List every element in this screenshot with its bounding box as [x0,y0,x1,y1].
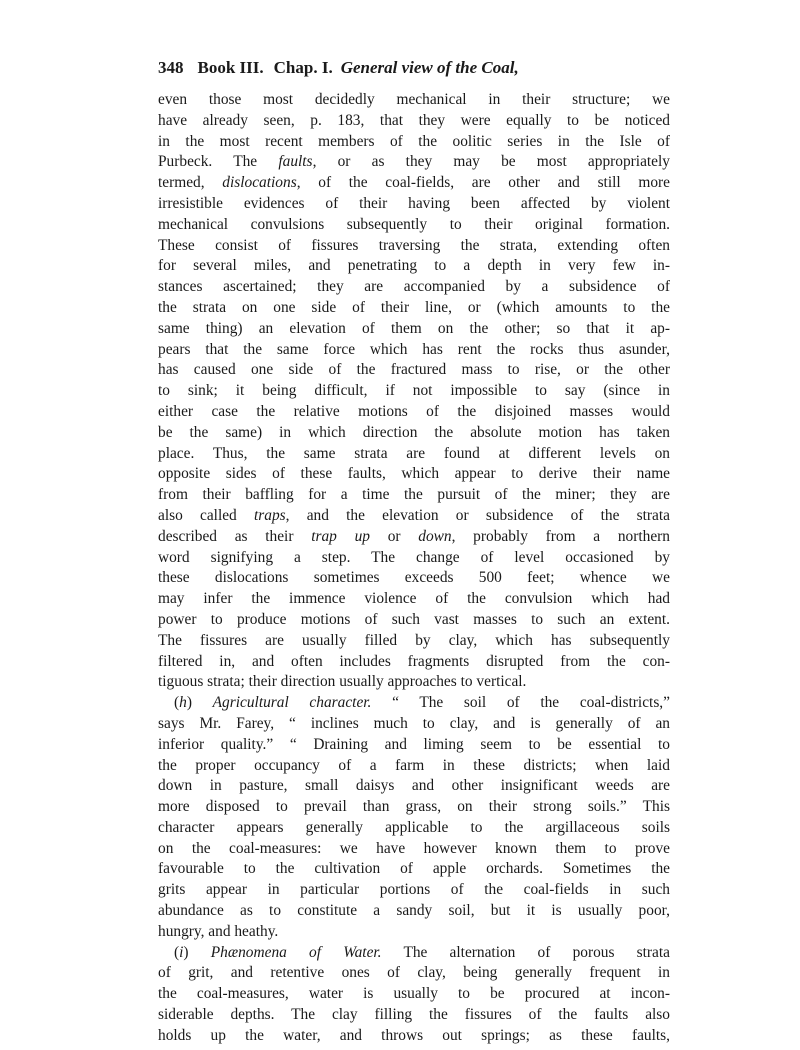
body-text [158,90,670,1047]
page-number: 348 [158,58,184,77]
italic-text: Phænomena of Water. [210,943,382,961]
text-line [158,236,670,257]
text-segment: , probably from a northern [451,527,670,545]
text-segment: ( [174,694,180,712]
text-segment: word signifying a step. The change of level occasioned by [158,548,670,566]
text-segment: the proper occupancy of a farm in these districts; when laid [158,756,670,774]
text-line [158,111,670,132]
text-line [158,173,670,194]
text-segment: favourable to the cultivation of apple orchards. Sometimes the [158,860,670,878]
text-segment: also called [158,506,254,524]
text-segment: , of the coal-fields, are other and still more [296,174,670,192]
text-line [158,901,670,922]
text-segment: even those most decidedly mechanical in their structure; we [158,91,670,108]
text-segment: more disposed to prevail than grass, on their strong soils.” This [158,798,670,816]
text-line [158,839,670,860]
text-segment: stances ascertained; they are accompanied by a subsidence of [158,278,670,296]
text-line [158,506,670,527]
text-line [158,423,670,444]
text-segment: the coal-measures, water is usually to be procured at incon- [158,985,670,1003]
book-page [158,58,670,1047]
text-line [158,132,670,153]
text-segment: has caused one side of the fractured mass to rise, or the other [158,361,670,379]
text-line [158,568,670,589]
text-segment: , or as they may be most appropriately [312,153,670,171]
text-segment: termed, [158,174,223,192]
text-line [158,797,670,818]
text-segment: described as their [158,527,312,545]
text-line [158,714,670,735]
italic-text: traps [253,506,286,524]
text-segment: grits appear in particular portions of the coal-fields in such [158,881,670,899]
text-segment: be the same) in which direction the absolute motion has taken [158,423,670,441]
text-segment: tiguous strata; their direction usually approaches to vertical. [158,673,527,691]
text-line [158,756,670,777]
text-line [158,444,670,465]
text-segment: holds up the water, and throws out springs; as these faults, [158,1026,670,1044]
italic-text: faults [278,153,313,171]
text-line [158,735,670,756]
text-line [158,589,670,610]
text-line [158,360,670,381]
text-line [158,776,670,797]
text-segment: abundance as to constitute a sandy soil, but it is usually poor, [158,902,670,920]
text-line [158,215,670,236]
running-title: General view of the Coal, [340,58,519,77]
text-line [158,818,670,839]
text-line [158,527,670,548]
text-segment: of grit, and retentive ones of clay, being generally frequent in [158,964,670,982]
italic-text: i [179,943,184,961]
text-segment: ) [183,943,211,961]
text-segment: character appears generally applicable to the argillaceous soils [158,818,670,836]
text-line [158,693,670,714]
text-line [158,277,670,298]
text-segment: inferior quality.” “ Draining and liming seem to be essential to [158,735,670,753]
italic-text: h [179,694,187,712]
text-segment: down in pasture, small daisys and other insignificant weeds are [158,777,670,795]
text-line [158,381,670,402]
text-segment: these dislocations sometimes exceeds 500 feet; whence we [158,569,670,587]
text-line [158,1005,670,1026]
italic-text: dislocations [222,174,297,192]
text-segment: for several miles, and penetrating to a depth in very few in- [158,257,670,275]
text-line [158,880,670,901]
italic-text: trap up [311,527,370,545]
text-segment: The fissures are usually filled by clay, which has subsequently [158,631,670,649]
text-line [158,1026,670,1047]
text-segment: either case the relative motions of the disjoined masses would [158,402,670,420]
text-line [158,652,670,673]
text-line [158,319,670,340]
text-line [158,298,670,319]
book-label: Book III. [197,58,264,77]
text-line [158,922,670,943]
text-segment: , and the elevation or subsidence of the strata [285,506,670,524]
italic-text: Agricultural character. [212,694,372,712]
text-line [158,485,670,506]
text-line [158,152,670,173]
text-segment: place. Thus, the same strata are found at different levels on [158,444,670,462]
text-line [158,672,670,693]
text-line [158,984,670,1005]
text-segment: on the coal-measures: we have however known them to prove [158,839,670,857]
text-segment: may infer the immence violence of the convulsion which had [158,590,670,608]
text-segment: irresistible evidences of their having been affected by violent [158,194,670,212]
text-line [158,90,670,111]
italic-text: down [418,527,452,545]
text-line [158,631,670,652]
text-line [158,464,670,485]
text-line [158,402,670,423]
text-segment: siderable depths. The clay filling the fissures of the faults also [158,1006,670,1024]
text-segment: filtered in, and often includes fragments disrupted from the con- [158,652,670,670]
text-segment: The alternation of porous strata [381,943,670,961]
chapter-label: Chap. I. [273,58,333,77]
text-segment: These consist of fissures traversing the strata, extending often [158,236,670,254]
text-segment: “ The soil of the coal-districts,” [371,694,670,712]
text-segment: to sink; it being difficult, if not impossible to say (since in [158,382,670,400]
text-segment: in the most recent members of the oolitic series in the Isle of [158,132,670,150]
text-line [158,859,670,880]
text-segment: same thing) an elevation of them on the other; so that it ap- [158,319,670,337]
text-segment: ( [174,943,180,961]
text-segment: or [369,527,419,545]
text-line [158,340,670,361]
text-segment: have already seen, p. 183, that they were equally to be noticed [158,111,670,129]
text-segment: opposite sides of these faults, which appear to derive their name [158,465,670,483]
text-segment: from their baffling for a time the pursuit of the miner; they are [158,486,670,504]
text-line [158,256,670,277]
text-line [158,548,670,569]
text-line [158,194,670,215]
text-segment: mechanical convulsions subsequently to their original formation. [158,215,670,233]
text-segment: power to produce motions of such vast masses to such an extent. [158,610,670,628]
text-segment: hungry, and heathy. [158,922,279,940]
running-header [158,58,670,78]
text-segment: pears that the same force which has rent the rocks thus asunder, [158,340,670,358]
text-line [158,963,670,984]
text-segment: ) [186,694,213,712]
text-segment: says Mr. Farey, “ inclines much to clay, and is generally of an [158,714,670,732]
text-segment: Purbeck. The [158,153,279,171]
text-line [158,943,670,964]
text-segment: the strata on one side of their line, or (which amounts to the [158,298,670,316]
text-line [158,610,670,631]
